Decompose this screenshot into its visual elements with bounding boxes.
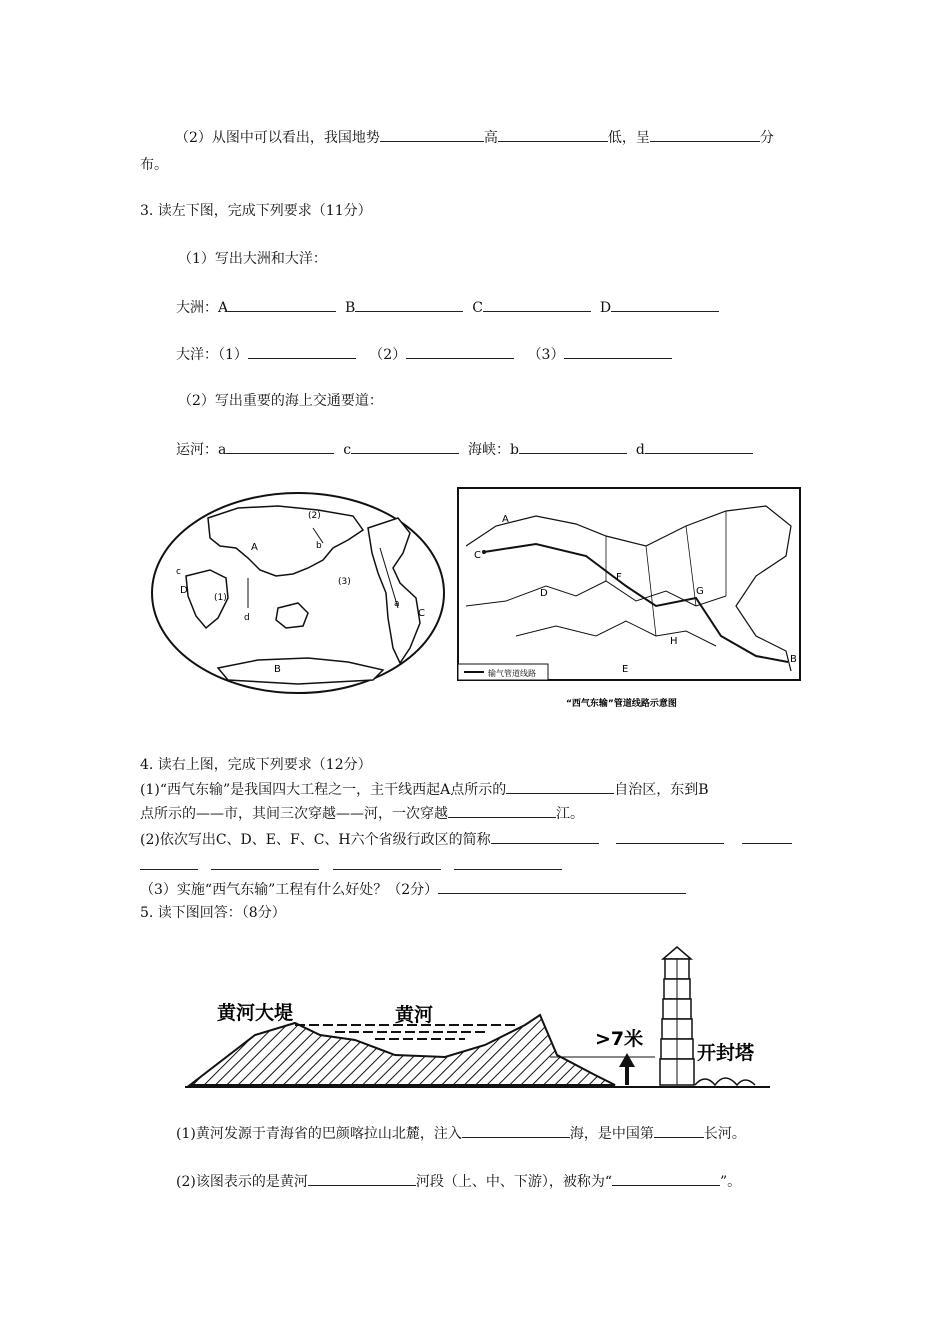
q4-abbr-blank-4[interactable] [140,856,198,870]
continent-label-b: B [345,300,356,316]
q2-gao: 高 [483,130,498,146]
canal-label-a: a [218,442,227,458]
q2-blank-3[interactable] [650,128,760,142]
q5-p1-c: 长河。 [703,1126,746,1142]
world-label-b: B [274,664,281,675]
q5-p2-c: ”。 [720,1174,742,1190]
canal-blank-c[interactable] [351,440,459,454]
q5-p1-b: 海，是中国第 [569,1126,654,1142]
q5-p2-line [176,1172,741,1191]
world-label-c: C [418,608,425,619]
q3-part1: （1）写出大洲和大洋： [178,251,327,267]
kaifeng-tower [660,947,694,1085]
pipe-label-e: E [622,664,629,675]
canal-blank-a[interactable] [226,440,334,454]
continent-blank-a[interactable] [228,298,336,312]
q4-p1-d: 江。 [556,806,584,822]
dike-label: 黄河大堤 [217,1002,294,1024]
river-label: 黄河 [395,1004,434,1026]
bushes [695,1078,755,1085]
q4-p2-line [140,830,792,849]
q2-part2-line [175,128,774,147]
q2-di: 低，呈 [607,130,650,146]
q5-sea-blank[interactable] [462,1124,570,1138]
q4-p2-line2 [140,856,562,875]
q4-abbr-blank-2[interactable] [616,830,724,844]
world-map [148,488,448,698]
q2-blank-1[interactable] [380,128,484,142]
pipeline-map [456,486,804,714]
q5-p1-a: (1)黄河发源于青海省的巴颜喀拉山北麓，注入 [176,1126,462,1142]
q4-benefit-blank[interactable] [438,880,686,894]
world-label-ocean-1: (1) [214,593,227,603]
q4-p1-line2 [140,804,584,823]
q4-p1-c: 点所示的——市，其间三次穿越——河，一次穿越 [140,806,448,822]
q4-p3: （3）实施“西气东输”工程有什么好处？（2分） [140,882,439,898]
canal-prefix: 运河： [176,442,218,458]
q4-abbr-blank-6[interactable] [333,856,441,870]
world-label-ocean-2: (2) [308,511,321,521]
world-label-ocean-3: (3) [338,577,351,587]
pipeline-caption: “西气东输”管道线路示意图 [566,699,677,709]
pipe-label-d: D [540,588,548,599]
continent-blank-d[interactable] [611,298,719,312]
strait-prefix: 海峡： [468,442,511,458]
continent-label-d: D [599,300,612,316]
ocean-label-3: （3） [527,347,565,363]
ocean-blank-2[interactable] [406,345,514,359]
tower-label: 开封塔 [697,1042,755,1064]
ocean-prefix: 大洋： [176,347,218,363]
continent-label-a: A [218,300,229,316]
q5-p1-line [176,1124,746,1143]
strait-blank-b[interactable] [519,440,627,454]
q5-p2-a: (2)该图表示的是黄河 [176,1174,308,1190]
strait-blank-d[interactable] [645,440,753,454]
pipe-label-c: C [474,550,481,561]
world-label-strait-d: d [244,613,250,623]
pipeline-start [482,550,486,554]
q5-name-blank[interactable] [612,1172,720,1186]
route-line [176,440,753,459]
q5-title: 5. 读下图回答：（8分） [140,905,286,921]
q2-blank-2[interactable] [498,128,608,142]
q4-p1-a: (1)“西气东输”是我国四大工程之一，主干线西起A点所示的 [140,782,507,798]
q5-rank-blank[interactable] [654,1124,704,1138]
q4-abbr-blank-3[interactable] [742,830,792,844]
q4-p3-line [140,880,686,899]
pipe-label-b: B [790,654,797,665]
world-label-canal-a: a [394,599,400,609]
canal-label-c: c [343,442,352,458]
q4-p1-b: 自治区，东到B [614,782,709,798]
world-label-canal-c: c [176,567,181,577]
q4-p1-line1 [140,780,709,799]
legend-text: 输气管道线路 [488,669,536,678]
ocean-line [176,345,672,364]
world-label-d: D [180,585,188,596]
q4-blank-region[interactable] [506,780,614,794]
river-cross-section [185,945,775,1095]
continent-line [176,298,719,317]
ocean-blank-3[interactable] [564,345,672,359]
q2-fen: 分 [759,130,774,146]
pipe-label-g: G [696,586,704,597]
q3-part2: （2）写出重要的海上交通要道： [178,393,383,409]
pipe-label-a: A [502,514,509,525]
world-label-a: A [251,542,258,553]
ocean-label-2: （2） [369,347,407,363]
continent-blank-c[interactable] [483,298,591,312]
q5-p2-b: 河段（上、中、下游），被称为“ [415,1174,613,1190]
q4-blank-river[interactable] [448,804,556,818]
height-label: >7米 [595,1028,644,1050]
q3-title: 3. 读左下图，完成下列要求（11分） [140,203,372,219]
q4-abbr-blank-1[interactable] [491,830,599,844]
q4-title: 4. 读右上图，完成下列要求（12分） [140,757,372,773]
q5-section-blank[interactable] [308,1172,416,1186]
continent-prefix: 大洲： [176,300,218,316]
world-label-strait-b: b [316,541,322,551]
continent-blank-b[interactable] [355,298,463,312]
strait-label-b: b [510,442,519,458]
pipe-label-h: H [670,636,678,647]
q4-p2: (2)依次写出C、D、E、F、C、H六个省级行政区的简称 [140,832,491,848]
q2-bu: 布。 [140,157,168,173]
ocean-label-1: （1） [218,347,248,363]
pipe-label-f: F [616,572,622,583]
q4-abbr-blank-5[interactable] [211,856,319,870]
ocean-blank-1[interactable] [248,345,356,359]
height-arrow-head [619,1053,635,1067]
continent-label-c: C [472,300,483,316]
q4-abbr-blank-7[interactable] [454,856,562,870]
q2-lead: （2）从图中可以看出，我国地势 [175,130,380,146]
strait-label-d: d [635,442,645,458]
